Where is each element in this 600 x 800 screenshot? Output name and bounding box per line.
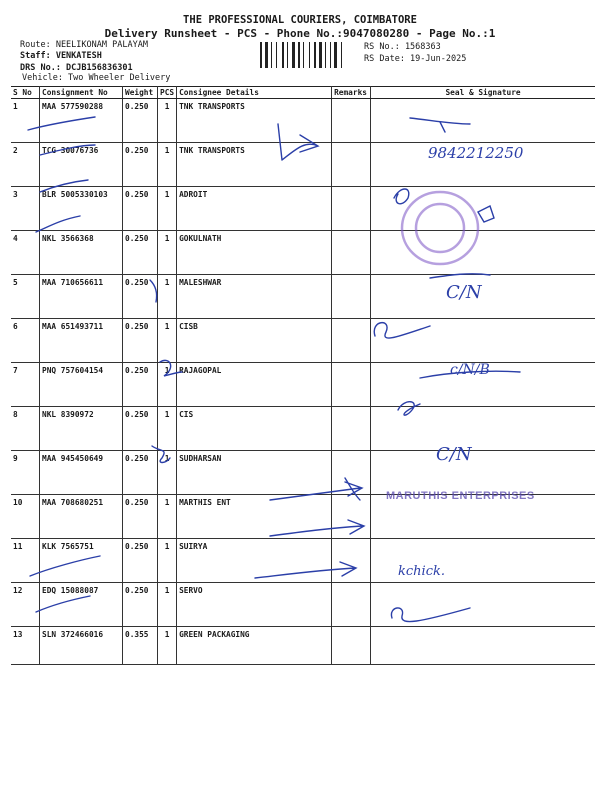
pcs-cell: 1	[158, 99, 177, 143]
sno-cell: 2	[11, 143, 40, 187]
pcs-cell: 1	[158, 539, 177, 583]
table-row	[11, 539, 595, 583]
remarks-cell	[332, 451, 371, 495]
table-row	[11, 627, 595, 665]
sno-cell: 7	[11, 363, 40, 407]
consignee-cell: MARTHIS ENT	[177, 495, 332, 539]
table-row	[11, 187, 595, 231]
sno-cell: 12	[11, 583, 40, 627]
sno-cell: 3	[11, 187, 40, 231]
consignment-cell: MAA 710656611	[40, 275, 123, 319]
consignment-cell: MAA 708680251	[40, 495, 123, 539]
pcs-cell: 1	[158, 275, 177, 319]
table-header-row	[11, 87, 595, 99]
sno-cell: 4	[11, 231, 40, 275]
barcode-icon	[260, 42, 350, 68]
pcs-cell: 1	[158, 407, 177, 451]
table-row	[11, 363, 595, 407]
consignment-cell: MAA 577590288	[40, 99, 123, 143]
weight-cell: 0.250	[123, 99, 158, 143]
rs-number: RS No.: 1568363	[364, 42, 441, 52]
remarks-cell	[332, 539, 371, 583]
col-sno: S No	[11, 87, 40, 99]
col-seal-signature: Seal & Signature	[371, 87, 595, 99]
signature-cell	[371, 451, 595, 495]
signature-cell	[371, 275, 595, 319]
signature-cell	[371, 319, 595, 363]
pcs-cell: 1	[158, 627, 177, 665]
consignee-cell: ADROIT	[177, 187, 332, 231]
signature-cell	[371, 627, 595, 665]
pcs-cell: 1	[158, 187, 177, 231]
route-label: Route: NEELIKONAM PALAYAM	[20, 40, 148, 50]
signature-cell	[371, 231, 595, 275]
remarks-cell	[332, 231, 371, 275]
handwritten-cn: C/N	[446, 282, 482, 303]
weight-cell: 0.250	[123, 451, 158, 495]
consignment-cell: NKL 3566368	[40, 231, 123, 275]
weight-cell: 0.355	[123, 627, 158, 665]
remarks-cell	[332, 99, 371, 143]
sno-cell: 9	[11, 451, 40, 495]
consignee-cell: RAJAGOPAL	[177, 363, 332, 407]
table-row	[11, 451, 595, 495]
consignee-cell: CISB	[177, 319, 332, 363]
weight-cell: 0.250	[123, 143, 158, 187]
consignee-cell: SERVO	[177, 583, 332, 627]
pcs-cell: 1	[158, 319, 177, 363]
drs-number: DRS No.: DCJB156836301	[20, 63, 133, 73]
consignment-cell: SLN 372466016	[40, 627, 123, 665]
pcs-cell: 1	[158, 231, 177, 275]
weight-cell: 0.250	[123, 275, 158, 319]
consignment-cell: MAA 945450649	[40, 451, 123, 495]
handwritten-cn: c/N/B	[450, 362, 490, 378]
col-remarks: Remarks	[332, 87, 371, 99]
col-pcs: PCS	[158, 87, 177, 99]
weight-cell: 0.250	[123, 495, 158, 539]
sno-cell: 13	[11, 627, 40, 665]
remarks-cell	[332, 187, 371, 231]
consignment-cell: KLK 7565751	[40, 539, 123, 583]
consignment-cell: PNQ 757604154	[40, 363, 123, 407]
consignment-cell: MAA 651493711	[40, 319, 123, 363]
remarks-cell	[332, 627, 371, 665]
signature-cell	[371, 407, 595, 451]
table-row	[11, 583, 595, 627]
rs-date: RS Date: 19-Jun-2025	[364, 54, 467, 64]
col-consignee: Consignee Details	[177, 87, 332, 99]
company-stamp: MARUTHIS ENTERPRISES	[386, 490, 535, 502]
sno-cell: 5	[11, 275, 40, 319]
consignment-cell: EDQ 15088087	[40, 583, 123, 627]
col-consignment: Consignment No	[40, 87, 123, 99]
consignee-cell: SUDHARSAN	[177, 451, 332, 495]
sno-cell: 1	[11, 99, 40, 143]
consignment-cell: NKL 8390972	[40, 407, 123, 451]
consignment-cell: TCG 30076736	[40, 143, 123, 187]
col-weight: Weight	[123, 87, 158, 99]
consignee-cell: CIS	[177, 407, 332, 451]
remarks-cell	[332, 363, 371, 407]
handwritten-signature: kchick.	[398, 564, 445, 579]
pcs-cell: 1	[158, 143, 177, 187]
table-row	[11, 407, 595, 451]
table-row	[11, 275, 595, 319]
signature-cell	[371, 187, 595, 231]
consignee-cell: GREEN PACKAGING	[177, 627, 332, 665]
weight-cell: 0.250	[123, 231, 158, 275]
consignee-cell: SUIRYA	[177, 539, 332, 583]
remarks-cell	[332, 143, 371, 187]
consignment-cell: BLR 5005330103	[40, 187, 123, 231]
remarks-cell	[332, 275, 371, 319]
consignee-cell: MALESHWAR	[177, 275, 332, 319]
consignee-cell: TNK TRANSPORTS	[177, 99, 332, 143]
company-title: THE PROFESSIONAL COURIERS, COIMBATORE	[183, 14, 417, 26]
sno-cell: 10	[11, 495, 40, 539]
remarks-cell	[332, 495, 371, 539]
sno-cell: 6	[11, 319, 40, 363]
pcs-cell: 1	[158, 451, 177, 495]
handwritten-phone: 9842212250	[428, 144, 524, 162]
weight-cell: 0.250	[123, 319, 158, 363]
staff-label: Staff: VENKATESH	[20, 51, 102, 61]
weight-cell: 0.250	[123, 539, 158, 583]
consignee-cell: TNK TRANSPORTS	[177, 143, 332, 187]
pcs-cell: 1	[158, 363, 177, 407]
consignee-cell: GOKULNATH	[177, 231, 332, 275]
remarks-cell	[332, 319, 371, 363]
remarks-cell	[332, 583, 371, 627]
remarks-cell	[332, 407, 371, 451]
weight-cell: 0.250	[123, 407, 158, 451]
table-row	[11, 319, 595, 363]
handwritten-cn: C/N	[436, 444, 472, 465]
pcs-cell: 1	[158, 583, 177, 627]
runsheet-table	[11, 86, 595, 665]
sno-cell: 11	[11, 539, 40, 583]
runsheet-subtitle: Delivery Runsheet - PCS - Phone No.:9047080280 - Page No.:1	[104, 27, 496, 40]
signature-cell	[371, 99, 595, 143]
sno-cell: 8	[11, 407, 40, 451]
weight-cell: 0.250	[123, 363, 158, 407]
table-row	[11, 99, 595, 143]
pcs-cell: 1	[158, 495, 177, 539]
vehicle-label: Vehicle: Two Wheeler Delivery	[22, 73, 171, 83]
signature-cell	[371, 583, 595, 627]
table-row	[11, 231, 595, 275]
weight-cell: 0.250	[123, 583, 158, 627]
weight-cell: 0.250	[123, 187, 158, 231]
